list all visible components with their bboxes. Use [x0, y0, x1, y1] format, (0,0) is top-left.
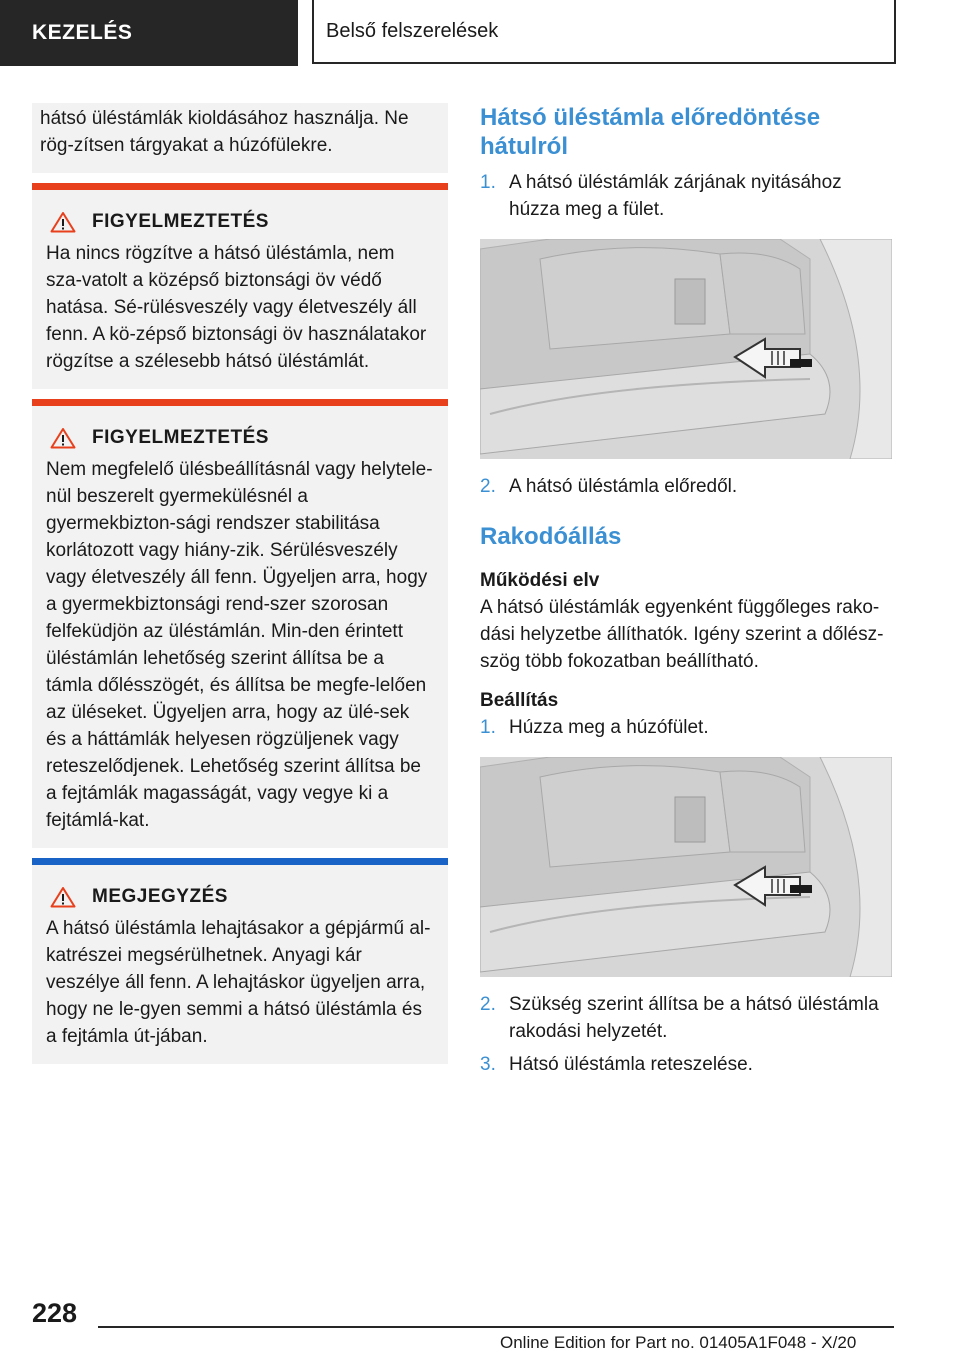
- page-number: 228: [32, 1298, 78, 1328]
- step-item: [480, 714, 892, 741]
- principle-text: A hátsó üléstámlák egyenként függőleges rako-dási helyzetbe állíthatók. Igény szerint a dőlész-szög több fokozatban beállítható.: [480, 597, 884, 672]
- step-item: [480, 169, 892, 223]
- warning-bar: [32, 399, 448, 406]
- step-text: A hátsó üléstámla előredől.: [509, 476, 738, 497]
- intro-box: [32, 103, 448, 173]
- note-bar: [32, 858, 448, 865]
- note-title-text: MEGJEGYZÉS: [92, 886, 228, 907]
- step-number: 3.: [480, 1054, 496, 1075]
- step-text: Hátsó üléstámla reteszelése.: [509, 1054, 753, 1075]
- warning-title: [46, 422, 434, 454]
- warning-title: [46, 206, 434, 238]
- caution-icon: [50, 886, 76, 908]
- subheading: Beállítás: [480, 690, 559, 711]
- section-tab[interactable]: KEZELÉS: [0, 0, 298, 66]
- warning-title-text: FIGYELMEZTETÉS: [92, 427, 269, 448]
- note-box: [32, 858, 448, 1064]
- note-title: [46, 881, 434, 913]
- footer-divider: [98, 1326, 894, 1328]
- page-header: [0, 0, 960, 66]
- intro-text: hátsó üléstámlák kioldásához használja. Ne rög-zítsen tárgyakat a húzófülekre.: [40, 108, 409, 156]
- edition-text: Online Edition for Part no. 01405A1F048 - X/20: [500, 1333, 857, 1352]
- step-text: Szükség szerint állítsa be a hátsó üléstámla rakodási helyzetét.: [509, 994, 879, 1042]
- section-heading: Rakodóállás: [480, 523, 622, 550]
- step-text: Húzza meg a húzófület.: [509, 717, 709, 738]
- step-item: [480, 1051, 892, 1078]
- subheading: Működési elv: [480, 570, 600, 591]
- rear-seat-latch-illustration: [480, 239, 892, 459]
- seat-drawing: [480, 239, 892, 459]
- warning-text: Nem megfelelő ülésbeállításnál vagy helytele-nül beszerelt gyermekülésnél a gyermekbizton-sági rendszer stabilitása korlátozott vagy hiány-zik. Sérülésveszély vagy életveszély áll fenn. Ügyeljen arra, hogy a gyermekbiztonsági rend-szer szorosan felfeküdjön az üléstámlán. Min-den érintett üléstámlán lehetőség szerint állítsa be a támla dőlésszögét, és állítsa be megfe-lelően az üléseket. Ügyeljen arra, hogy az ülé-sek és a háttámlák helyesen rögzüljenek vagy reteszelődjenek. Lehetőség szerint állítsa be a fejtámlák magasságát, vagy vegye ki a fejtámlá-kat.: [46, 459, 433, 831]
- pull-tab-illustration: [480, 757, 892, 977]
- step-number: 2.: [480, 994, 496, 1015]
- warning-box-1: [32, 183, 448, 389]
- warning-text: Ha nincs rögzítve a hátsó üléstámla, nem sza-vatolt a középső biztonsági öv védő hatása. Sé-rülésveszély vagy életveszély áll fenn. A kö-zépső biztonsági öv használatakor rögzítse a szélesebb hátsó üléstámlát.: [46, 243, 427, 372]
- warning-title-text: FIGYELMEZTETÉS: [92, 211, 269, 232]
- warning-icon: [50, 427, 76, 449]
- left-column: [32, 103, 448, 1064]
- warning-box-2: [32, 399, 448, 848]
- warning-icon: [50, 211, 76, 233]
- step-number: 2.: [480, 476, 496, 497]
- step-item: [480, 473, 892, 500]
- step-number: 1.: [480, 717, 496, 738]
- warning-bar: [32, 183, 448, 190]
- step-number: 1.: [480, 172, 496, 193]
- section-heading: Hátsó üléstámla előredöntése hátulról: [480, 104, 821, 160]
- note-text: A hátsó üléstámla lehajtásakor a gépjármű al-katrészei megsérülhetnek. Anyagi kár veszélye áll fenn. A lehajtáskor ügyeljen arra, hogy ne le-gyen semmi a hátsó üléstámla és a fejtámla út-jában.: [46, 918, 431, 1047]
- right-column: [480, 103, 892, 1078]
- subsection-title: Belső felszerelések: [312, 0, 896, 64]
- seat-drawing: [480, 757, 892, 977]
- step-item: [480, 991, 892, 1045]
- step-text: A hátsó üléstámlák zárjának nyitásához húzza meg a fület.: [509, 172, 842, 220]
